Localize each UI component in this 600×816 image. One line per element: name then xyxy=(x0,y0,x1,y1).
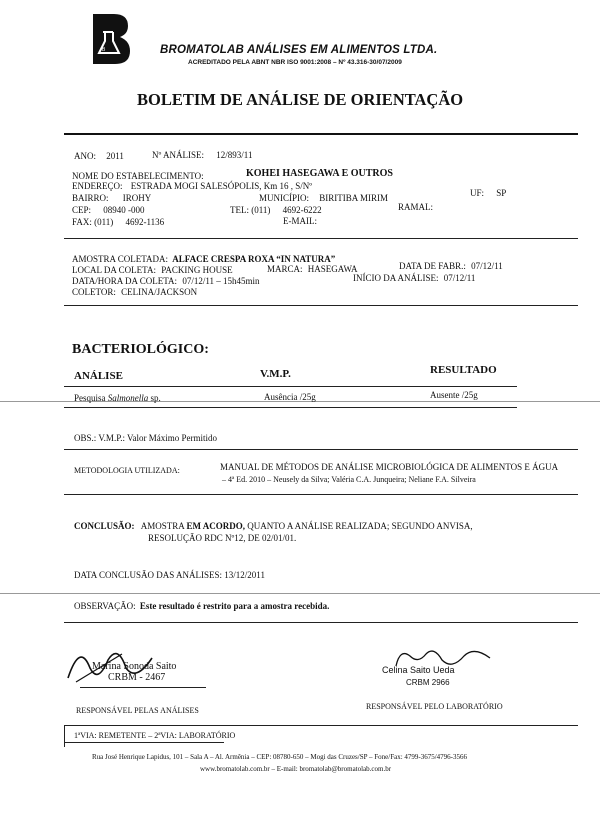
company-logo xyxy=(90,12,132,66)
fax-label: FAX: (011) xyxy=(72,217,114,227)
scan-line xyxy=(0,593,600,594)
coletor-field xyxy=(72,287,197,297)
marca-value: HASEGAWA xyxy=(307,264,358,274)
metodologia-label: METODOLOGIA UTILIZADA: xyxy=(74,466,180,475)
right-signature-role: RESPONSÁVEL PELO LABORATÓRIO xyxy=(366,702,503,711)
left-signature-name: Marina Sonoda Saito xyxy=(92,661,177,672)
nome-value: KOHEI HASEGAWA E OUTROS xyxy=(246,168,393,179)
fax-value: 4692-1136 xyxy=(125,217,165,227)
divider xyxy=(64,133,578,135)
divider xyxy=(64,238,578,239)
divider xyxy=(64,725,578,726)
col-resultado: RESULTADO xyxy=(430,364,497,376)
analise-suffix: sp. xyxy=(148,393,161,403)
table-row-analise xyxy=(74,393,161,403)
company-name: BROMATOLAB ANÁLISES EM ALIMENTOS LTDA. xyxy=(160,44,438,56)
ano-value: 2011 xyxy=(106,151,124,161)
cep-field xyxy=(72,205,145,215)
analise-prefix: Pesquisa xyxy=(74,393,108,403)
ano-field xyxy=(74,151,124,161)
uf-label: UF: xyxy=(470,188,485,198)
endereco-field xyxy=(72,181,312,191)
fabr-label: DATA DE FABR.: xyxy=(399,261,466,271)
right-signature-reg: CRBM 2966 xyxy=(406,678,450,687)
amostra-field xyxy=(72,254,335,264)
conclusao-text-pre: AMOSTRA xyxy=(140,521,187,531)
tel-field xyxy=(230,205,322,215)
coletor-label: COLETOR: xyxy=(72,287,116,297)
metodologia-line1: MANUAL DE MÉTODOS DE ANÁLISE MICROBIOLÓGICA DE ALIMENTOS E ÁGUA xyxy=(220,462,559,472)
marca-label: MARCA: xyxy=(267,264,303,274)
endereco-label: ENDEREÇO: xyxy=(72,181,123,191)
fabr-field xyxy=(399,261,503,271)
ano-label: ANO: xyxy=(74,151,96,161)
municipio-field xyxy=(259,193,388,203)
fax-field xyxy=(72,217,164,227)
bairro-value: IROHY xyxy=(122,193,152,203)
conclusao-line1 xyxy=(74,521,473,531)
divider xyxy=(64,305,578,306)
col-vmp: V.M.P. xyxy=(260,368,291,380)
document-title: BOLETIM DE ANÁLISE DE ORIENTAÇÃO xyxy=(137,90,464,109)
datahora-field xyxy=(72,276,259,286)
section-heading: BACTERIOLÓGICO: xyxy=(72,342,209,357)
observacao xyxy=(74,601,329,611)
logo-lettering: B xyxy=(102,47,106,53)
metodologia-line2: – 4ª Ed. 2010 – Neusely da Silva; Valéria C.A. Junqueira; Neliane F.A. Silveira xyxy=(222,475,476,484)
cep-label: CEP: xyxy=(72,205,92,215)
datahora-value: 07/12/11 – 15h45min xyxy=(182,276,260,286)
inicio-field xyxy=(353,273,475,283)
inicio-label: INÍCIO DA ANÁLISE: xyxy=(353,273,439,283)
numero-value: 12/893/11 xyxy=(216,150,253,160)
datahora-label: DATA/HORA DA COLETA: xyxy=(72,276,178,286)
municipio-value: BIRITIBA MIRIM xyxy=(319,193,389,203)
left-signature-reg: CRBM - 2467 xyxy=(108,672,166,683)
bairro-label: BAIRRO: xyxy=(72,193,109,203)
tel-label: TEL: (011) xyxy=(230,205,271,215)
divider xyxy=(64,494,578,495)
uf-value: SP xyxy=(496,188,507,198)
endereco-value: ESTRADA MOGI SALESÓPOLIS, Km 16 , S/Nº xyxy=(130,181,313,191)
divider xyxy=(64,449,578,450)
marca-field xyxy=(267,264,358,274)
municipio-label: MUNICÍPIO: xyxy=(259,193,310,203)
cep-value: 08940 -000 xyxy=(103,205,145,215)
signature-line xyxy=(80,687,206,688)
fabr-value: 07/12/11 xyxy=(471,261,503,271)
vias-note: 1ªVIA: REMETENTE – 2ªVIA: LABORATÓRIO xyxy=(74,731,236,740)
local-label: LOCAL DA COLETA: xyxy=(72,265,156,275)
table-row-vmp: Ausência /25g xyxy=(264,392,316,402)
divider xyxy=(64,742,224,743)
numero-label: Nº ANÁLISE: xyxy=(152,150,205,160)
obs-note: OBS.: V.M.P.: Valor Máximo Permitido xyxy=(74,433,218,443)
observacao-text: Este resultado é restrito para a amostra recebida. xyxy=(139,601,330,611)
accreditation-line: ACREDITADO PELA ABNT NBR ISO 9001:2008 – Nº 43.316-30/07/2009 xyxy=(188,59,402,66)
local-field xyxy=(72,265,233,275)
vertical-line xyxy=(64,725,65,747)
data-conclusao: DATA CONCLUSÃO DAS ANÁLISES: 13/12/2011 xyxy=(74,570,265,580)
inicio-value: 07/12/11 xyxy=(443,273,476,283)
email-label: E-MAIL: xyxy=(283,216,317,226)
left-signature-role: RESPONSÁVEL PELAS ANÁLISES xyxy=(76,706,199,715)
right-signature-name: Celina Saito Ueda xyxy=(382,665,455,675)
footer-web: www.bromatolab.com.br – E-mail: bromatolab@bromatolab.com.br xyxy=(200,765,392,773)
table-top-line xyxy=(64,386,517,387)
conclusao-text-bold: EM ACORDO, xyxy=(186,521,246,531)
uf-field xyxy=(470,188,506,198)
coletor-value: CELINA/JACKSON xyxy=(121,287,198,297)
numero-field xyxy=(152,150,252,160)
footer-address: Rua José Henrique Lapidus, 101 – Sala A – Al. Armênia – CEP: 08780-650 – Mogi das Cruzes/SP – Fone/Fax: 4799-3675/4796-3566 xyxy=(92,753,467,761)
amostra-label: AMOSTRA COLETADA: xyxy=(72,254,169,264)
amostra-value: ALFACE CRESPA ROXA “IN NATURA” xyxy=(172,254,336,264)
conclusao-text-post: QUANTO A ANÁLISE REALIZADA; SEGUNDO ANVISA, xyxy=(245,521,473,531)
bairro-field xyxy=(72,193,151,203)
conclusao-line2: RESOLUÇÃO RDC Nº12, DE 02/01/01. xyxy=(148,533,297,543)
ramal-label: RAMAL: xyxy=(398,202,434,212)
observacao-label: OBSERVAÇÃO: xyxy=(74,601,136,611)
table-bottom-line xyxy=(64,407,517,408)
analise-organism: Salmonella xyxy=(107,393,149,403)
tel-value: 4692-6222 xyxy=(282,205,322,215)
table-row-resultado: Ausente /25g xyxy=(430,390,478,400)
nome-label: NOME DO ESTABELECIMENTO: xyxy=(72,171,204,181)
divider xyxy=(64,622,578,623)
local-value: PACKING HOUSE xyxy=(161,265,233,275)
col-analise: ANÁLISE xyxy=(74,370,123,382)
conclusao-label: CONCLUSÃO: xyxy=(74,521,135,531)
